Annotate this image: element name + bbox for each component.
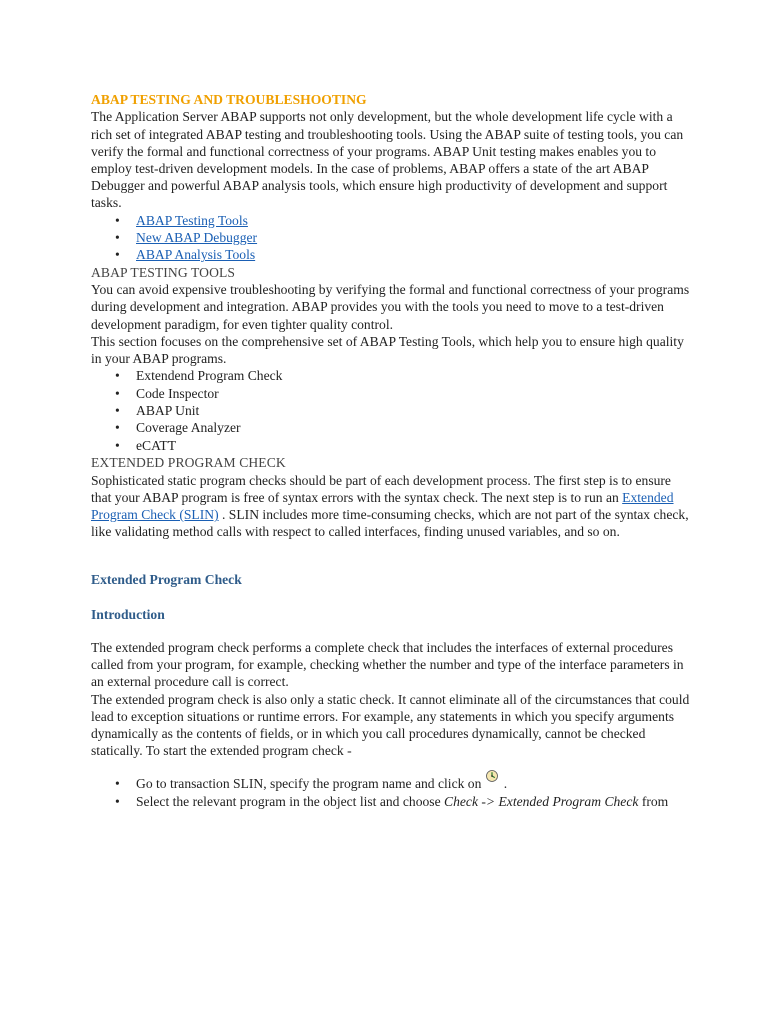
main-title: ABAP TESTING AND TROUBLESHOOTING bbox=[91, 92, 367, 107]
introduction-paragraph-2: The extended program check is also only a static check. It cannot eliminate all of the circumstances that could lead to exception situations or runtime errors. For example, any statements in which you specify arguments dynamically as the contents of fields, or in which you call procedures dynamically, cannot be checked statically. To start the extended program check - bbox=[91, 691, 690, 759]
link-new-abap-debugger[interactable]: New ABAP Debugger bbox=[136, 230, 258, 246]
step-1-text: Go to transaction SLIN, specify the program name and click on bbox=[136, 776, 482, 792]
section-title: Extended Program Check bbox=[91, 571, 242, 587]
tools-list bbox=[91, 367, 691, 454]
step-2-text: Select the relevant program in the object list and choose bbox=[136, 793, 445, 809]
toc-item bbox=[136, 212, 691, 229]
link-abap-testing-tools[interactable]: ABAP Testing Tools bbox=[136, 212, 248, 228]
list-item: • eCATT bbox=[136, 437, 691, 454]
testing-tools-paragraph-2: This section focuses on the comprehensive set of ABAP Testing Tools, which help you to ensure high quality in your ABAP programs. bbox=[91, 333, 684, 367]
link-abap-analysis-tools[interactable]: ABAP Analysis Tools bbox=[136, 247, 256, 263]
execute-icon bbox=[484, 769, 500, 783]
step-2-end: from bbox=[638, 793, 669, 809]
toc-item bbox=[136, 246, 691, 263]
step-item bbox=[136, 793, 691, 810]
step-item bbox=[136, 775, 691, 792]
introduction-paragraph-1: The extended program check performs a complete check that includes the interfaces of external procedures called from your program, for example, checking whether the number and type of the interface parameters in an external procedure call is correct. bbox=[91, 639, 684, 690]
list-item: • ABAP Unit bbox=[136, 402, 691, 419]
steps-list bbox=[91, 775, 691, 810]
epc-text-after-link: . SLIN includes more time-consuming checks, which are not part of the syntax check, like validating method calls with respect to called interfaces, finding unused variables, and so on. bbox=[91, 507, 689, 540]
epc-text-before-link: Sophisticated static program checks should be part of each development process. The first step is to ensure that your ABAP program is free of syntax errors with the syntax check. The next step is to run an bbox=[91, 472, 671, 505]
step-2-menu-path: Check -> Extended Program Check bbox=[444, 793, 639, 809]
epc-paragraph bbox=[91, 472, 691, 541]
testing-tools-paragraph-1: You can avoid expensive troubleshooting by verifying the formal and functional correctness of your programs during development and integration. ABAP provides you with the tools you need to move to a test-driven development paradigm, for even tighter quality control. bbox=[91, 282, 690, 332]
epc-heading: EXTENDED PROGRAM CHECK bbox=[91, 455, 286, 471]
intro-paragraph: The Application Server ABAP supports not only development, but the whole development life cycle with a rich set of integrated ABAP testing and troubleshooting tools. Using the ABAP suite of testing tools, you can verify the formal and functional correctness of your programs. ABAP Unit testing makes enables you to employ test-driven development models. In the case of problems, ABAP offers a state of the art ABAP Debugger and powerful ABAP analysis tools, which ensure high productivity of development and support tasks. bbox=[91, 109, 684, 211]
toc-links-list bbox=[91, 212, 691, 264]
introduction-heading: Introduction bbox=[91, 606, 165, 622]
link-extended-program-check[interactable]: Extended Program Check (SLIN) bbox=[91, 489, 674, 523]
list-item: • Coverage Analyzer bbox=[136, 419, 691, 436]
toc-item bbox=[136, 229, 691, 246]
list-item: • Extendend Program Check bbox=[136, 367, 691, 384]
testing-tools-heading: ABAP TESTING TOOLS bbox=[91, 264, 236, 280]
document-page bbox=[91, 91, 691, 810]
list-item: • Code Inspector bbox=[136, 385, 691, 402]
step-1-end: . bbox=[500, 776, 508, 792]
